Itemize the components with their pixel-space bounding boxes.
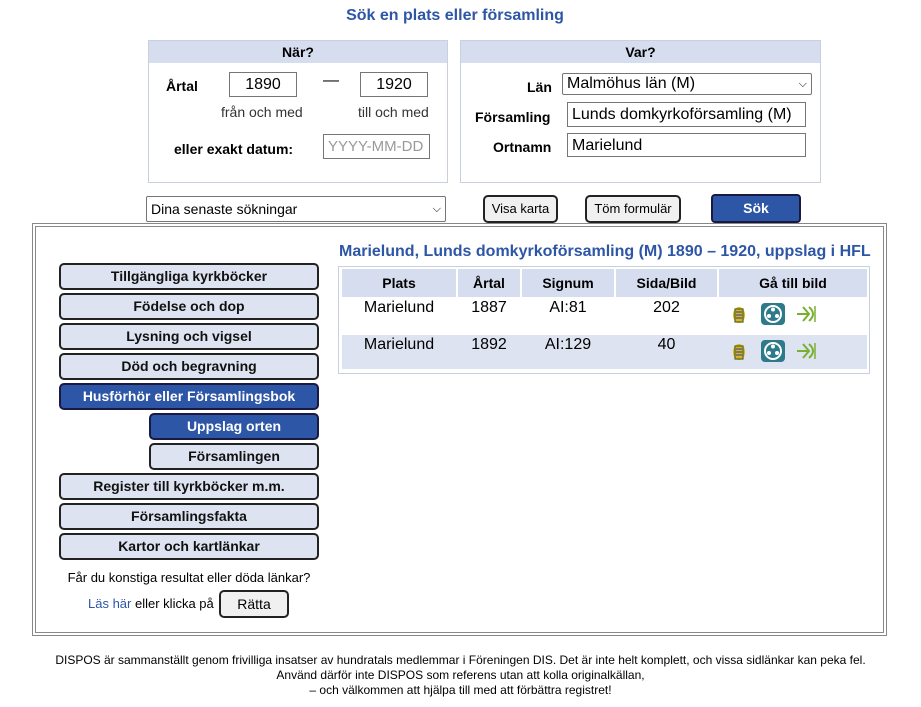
column-header-year: Årtal (458, 269, 520, 297)
exact-date-label: eller exakt datum: (174, 141, 294, 157)
cell-year: 1887 (471, 299, 507, 316)
parish-label: Församling (475, 109, 551, 125)
show-map-button[interactable]: Visa karta (483, 195, 558, 223)
place-name-input[interactable]: Marielund (567, 133, 806, 157)
riksarkivet-icon[interactable] (729, 340, 749, 362)
county-select[interactable] (562, 73, 812, 95)
nav-sub-place-lookup[interactable]: Uppslag orten (149, 413, 319, 440)
nav-death-burial[interactable]: Död och begravning (59, 353, 319, 380)
where-heading: Var? (461, 41, 820, 63)
cell-signum: AI:81 (549, 299, 587, 316)
recent-searches-value: Dina senaste sökningar (151, 201, 298, 217)
nav-parish-facts[interactable]: Församlingsfakta (59, 503, 319, 530)
cell-page: 40 (657, 336, 676, 353)
column-header-page: Sida/Bild (616, 269, 717, 297)
cell-signum: AI:129 (544, 336, 592, 353)
chevron-down-icon: ⌵ (432, 203, 441, 215)
place-name-label: Ortnamn (493, 139, 552, 155)
chevron-down-icon: ⌵ (798, 78, 807, 90)
clear-form-button[interactable]: Töm formulär (585, 195, 681, 223)
year-from-input[interactable]: 1890 (229, 72, 297, 97)
county-label: Län (527, 79, 552, 95)
cell-page: 202 (653, 299, 680, 316)
cell-place: Marielund (363, 299, 435, 316)
year-to-input[interactable]: 1920 (360, 72, 428, 97)
report-question: Får du konstiga resultat eller döda länkar? (67, 570, 311, 585)
column-header-goto-image: Gå till bild (719, 269, 867, 297)
exact-date-input[interactable] (323, 134, 430, 159)
footer-line-1: DISPOS är sammanställt genom frivilliga insatser av hundratals medlemmar i Föreningen DIS. Det är inte helt komplett, och vissa sidlänkar kan peka fel. (55, 653, 866, 667)
riksarkivet-icon[interactable] (729, 303, 749, 325)
arkiv-digital-icon[interactable] (760, 339, 786, 363)
page-title: Sök en plats eller församling (346, 7, 564, 24)
county-select-value: Malmöhus län (M) (567, 75, 696, 92)
report-button[interactable]: Rätta (219, 590, 289, 618)
column-header-place: Plats (342, 269, 456, 297)
results-title: Marielund, Lunds domkyrkoförsamling (M) 1890 – 1920, uppslag i HFL (339, 243, 871, 260)
footer-line-3: – och välkommen att hjälpa till med att förbättra registret! (309, 683, 612, 697)
myheritage-icon[interactable] (795, 340, 821, 362)
nav-sub-parish[interactable]: Församlingen (149, 443, 319, 470)
from-hint: från och med (221, 104, 303, 120)
year-label: Årtal (166, 78, 198, 94)
myheritage-icon[interactable] (795, 303, 821, 325)
year-range-dash: — (323, 72, 339, 89)
recent-searches-select[interactable] (146, 196, 446, 222)
when-heading: När? (149, 41, 447, 63)
nav-maps-links[interactable]: Kartor och kartlänkar (59, 533, 319, 560)
to-hint: till och med (358, 104, 429, 120)
nav-registers[interactable]: Register till kyrkböcker m.m. (59, 473, 319, 500)
parish-input[interactable]: Lunds domkyrkoförsamling (M) (567, 102, 806, 127)
or-click-text: eller klicka på (135, 596, 214, 611)
search-button[interactable]: Sök (711, 194, 801, 223)
nav-banns-marriage[interactable]: Lysning och vigsel (59, 323, 319, 350)
cell-place: Marielund (363, 336, 435, 353)
nav-birth-baptism[interactable]: Födelse och dop (59, 293, 319, 320)
read-here-link[interactable]: Läs här (88, 596, 132, 611)
footer-line-2: Använd därför inte DISPOS som referens utan att kolla originalkällan, (276, 668, 645, 682)
cell-year: 1892 (471, 336, 507, 353)
arkiv-digital-icon[interactable] (760, 302, 786, 326)
nav-household-exam[interactable]: Husförhör eller Församlingsbok (59, 383, 319, 410)
nav-available-books[interactable]: Tillgängliga kyrkböcker (59, 263, 319, 290)
column-header-signum: Signum (522, 269, 614, 297)
